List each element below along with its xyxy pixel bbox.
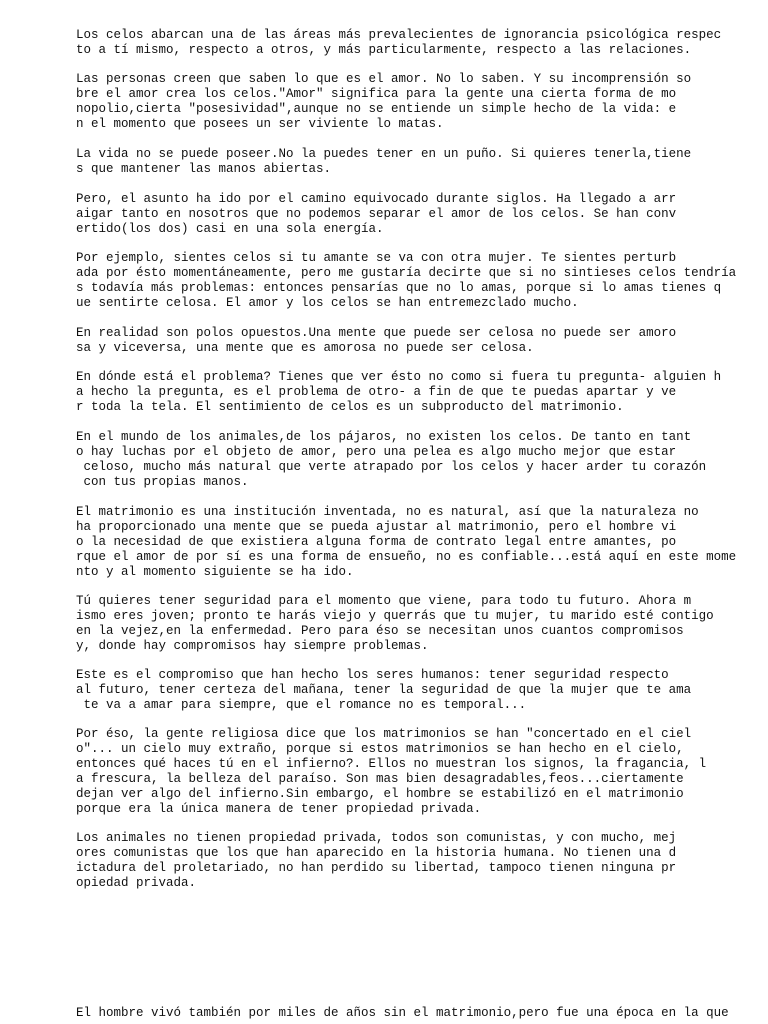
text-line: ismo eres joven; pronto te harás viejo y querrás que tu mujer, tu marido esté contigo bbox=[76, 609, 714, 623]
text-line: s que mantener las manos abiertas. bbox=[76, 162, 332, 176]
paragraph-14 bbox=[76, 1006, 756, 1021]
text-line: sa y viceversa, una mente que es amorosa no puede ser celosa. bbox=[76, 341, 534, 355]
paragraph-8 bbox=[76, 430, 756, 490]
text-line: r toda la tela. El sentimiento de celos es un subproducto del matrimonio. bbox=[76, 400, 624, 414]
text-line: opiedad privada. bbox=[76, 876, 197, 890]
text-line: dejan ver algo del infierno.Sin embargo, el hombre se estabilizó en el matrimonio bbox=[76, 787, 684, 801]
text-line: Los animales no tienen propiedad privada, todos son comunistas, y con mucho, mej bbox=[76, 831, 677, 845]
text-line: Tú quieres tener seguridad para el momento que viene, para todo tu futuro. Ahora m bbox=[76, 594, 692, 608]
text-line: Los celos abarcan una de las áreas más prevalecientes de ignorancia psicológica respec bbox=[76, 28, 722, 42]
paragraph-11 bbox=[76, 668, 756, 713]
text-line: Este es el compromiso que han hecho los seres humanos: tener seguridad respecto bbox=[76, 668, 669, 682]
paragraph-10 bbox=[76, 594, 756, 654]
text-line: Por ejemplo, sientes celos si tu amante se va con otra mujer. Te sientes perturb bbox=[76, 251, 677, 265]
text-line: ores comunistas que los que han aparecido en la historia humana. No tienen una d bbox=[76, 846, 677, 860]
text-line: Por éso, la gente religiosa dice que los matrimonios se han "concertado en el ciel bbox=[76, 727, 692, 741]
text-line: Pero, el asunto ha ido por el camino equivocado durante siglos. Ha llegado a arr bbox=[76, 192, 677, 206]
text-line: o hay luchas por el objeto de amor, pero una pelea es algo mucho mejor que estar bbox=[76, 445, 677, 459]
text-line: to a tí mismo, respecto a otros, y más particularmente, respecto a las relaciones. bbox=[76, 43, 692, 57]
paragraph-3 bbox=[76, 147, 756, 177]
text-line: En realidad son polos opuestos.Una mente que puede ser celosa no puede ser amoro bbox=[76, 326, 677, 340]
text-line: entonces qué haces tú en el infierno?. Ellos no muestran los signos, la fragancia, l bbox=[76, 757, 707, 771]
text-line: o"... un cielo muy extraño, porque si estos matrimonios se han hecho en el cielo, bbox=[76, 742, 684, 756]
text-line: y, donde hay compromisos hay siempre problemas. bbox=[76, 639, 429, 653]
text-line: bre el amor crea los celos."Amor" significa para la gente una cierta forma de mo bbox=[76, 87, 677, 101]
text-line: ictadura del proletariado, no han perdido su libertad, tampoco tienen ninguna pr bbox=[76, 861, 677, 875]
text-line: rque el amor de por sí es una forma de ensueño, no es confiable...está aquí en este mome bbox=[76, 550, 737, 564]
text-line: El hombre vivó también por miles de años sin el matrimonio,pero fue una época en la que bbox=[76, 1006, 729, 1020]
text-line: Las personas creen que saben lo que es el amor. No lo saben. Y su incomprensión so bbox=[76, 72, 692, 86]
paragraph-13 bbox=[76, 831, 756, 891]
text-line: te va a amar para siempre, que el romance no es temporal... bbox=[76, 698, 527, 712]
text-line: al futuro, tener certeza del mañana, tener la seguridad de que la mujer que te ama bbox=[76, 683, 692, 697]
paragraph-9 bbox=[76, 505, 756, 580]
text-line: n el momento que posees un ser viviente lo matas. bbox=[76, 117, 444, 131]
text-line: celoso, mucho más natural que verte atrapado por los celos y hacer arder tu corazón bbox=[76, 460, 707, 474]
paragraph-2 bbox=[76, 72, 756, 132]
text-line: ha proporcionado una mente que se pueda ajustar al matrimonio, pero el hombre vi bbox=[76, 520, 677, 534]
paragraph-5 bbox=[76, 251, 756, 311]
paragraph-1 bbox=[76, 28, 756, 58]
text-line: porque era la única manera de tener propiedad privada. bbox=[76, 802, 482, 816]
text-line: En dónde está el problema? Tienes que ver ésto no como si fuera tu pregunta- alguien h bbox=[76, 370, 722, 384]
text-line: ue sentirte celosa. El amor y los celos se han entremezclado mucho. bbox=[76, 296, 579, 310]
text-line: En el mundo de los animales,de los pájaros, no existen los celos. De tanto en tant bbox=[76, 430, 692, 444]
text-line: ada por ésto momentáneamente, pero me gustaría decirte que si no sintieses celos tendría bbox=[76, 266, 737, 280]
text-line: a hecho la pregunta, es el problema de otro- a fin de que te puedas apartar y ve bbox=[76, 385, 677, 399]
text-line: a frescura, la belleza del paraíso. Son mas bien desagradables,feos...ciertamente bbox=[76, 772, 684, 786]
text-line: El matrimonio es una institución inventada, no es natural, así que la naturaleza no bbox=[76, 505, 699, 519]
text-line: nopolio,cierta "posesividad",aunque no se entiende un simple hecho de la vida: e bbox=[76, 102, 677, 116]
text-line: con tus propias manos. bbox=[76, 475, 249, 489]
paragraph-7 bbox=[76, 370, 756, 415]
text-line: o la necesidad de que existiera alguna forma de contrato legal entre amantes, po bbox=[76, 535, 677, 549]
text-line: nto y al momento siguiente se ha ido. bbox=[76, 565, 354, 579]
text-line: ertido(los dos) casi en una sola energía. bbox=[76, 222, 384, 236]
text-line: La vida no se puede poseer.No la puedes tener en un puño. Si quieres tenerla,tiene bbox=[76, 147, 692, 161]
paragraph-4 bbox=[76, 192, 756, 237]
paragraph-12 bbox=[76, 727, 756, 817]
text-line: aigar tanto en nosotros que no podemos separar el amor de los celos. Se han conv bbox=[76, 207, 677, 221]
text-line: en la vejez,en la enfermedad. Pero para éso se necesitan unos cuantos compromisos bbox=[76, 624, 684, 638]
paragraph-6 bbox=[76, 326, 756, 356]
text-line: s todavía más problemas: entonces pensarías que no lo amas, porque si lo amas tienes q bbox=[76, 281, 722, 295]
